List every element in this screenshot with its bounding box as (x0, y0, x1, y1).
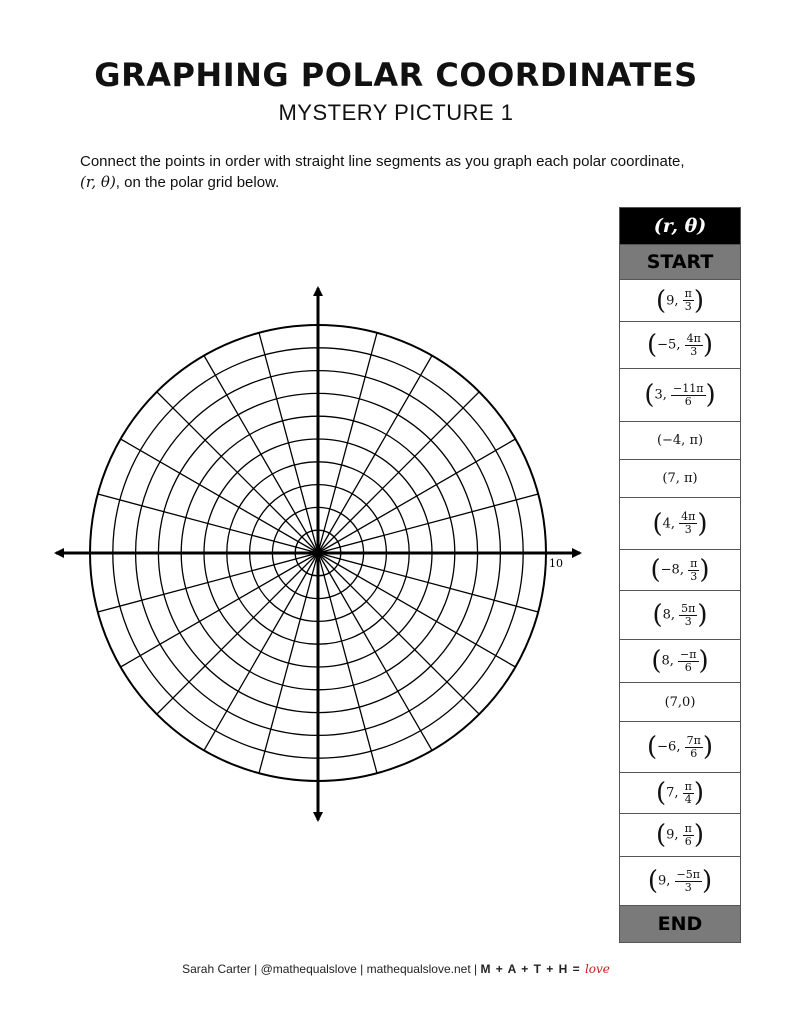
coordinate-r: 8, (662, 607, 680, 623)
coordinate-cell (620, 322, 741, 369)
theta-numerator: π (684, 287, 692, 300)
instructions-math: (r, θ) (80, 173, 116, 191)
page-subtitle: MYSTERY PICTURE 1 (278, 100, 514, 125)
theta-denominator: 4 (684, 792, 692, 806)
paren-left: ( (647, 732, 658, 762)
grid-spoke (318, 553, 538, 612)
theta-numerator: 7π (686, 733, 701, 747)
theta-denominator: 3 (684, 523, 692, 536)
coordinate-r: −5, (657, 337, 685, 353)
theta-numerator: 4π (681, 510, 696, 523)
grid-spoke (204, 553, 318, 750)
coordinate-theta (679, 603, 697, 628)
theta-numerator: −5π (676, 867, 700, 881)
theta-denominator: 3 (684, 300, 692, 313)
theta-denominator: 3 (684, 614, 692, 628)
theta-numerator: 4π (686, 331, 701, 345)
grid-spoke (318, 553, 515, 667)
coordinate-r: 9, (666, 293, 683, 308)
theta-numerator: π (690, 556, 698, 570)
grid-spoke (318, 333, 377, 553)
coordinate-cell (620, 857, 741, 906)
coordinate-cell (620, 498, 741, 550)
theta-numerator: −11π (673, 381, 704, 395)
paren-left: ( (655, 820, 667, 850)
theta-numerator: π (684, 821, 692, 835)
coordinate-cell (620, 591, 741, 640)
paren-left: ( (652, 600, 663, 630)
paren-right: ) (693, 778, 705, 808)
paren-right: ) (702, 866, 713, 896)
coordinate-cell: (−4, π) (620, 422, 741, 460)
theta-denominator: 3 (690, 344, 698, 358)
grid-spoke (121, 439, 318, 553)
coordinate-theta (685, 333, 703, 358)
table-header: (r, θ) (620, 208, 741, 245)
paren-right: ) (702, 330, 713, 360)
paren-left: ( (651, 646, 662, 676)
coordinate-cell (620, 280, 741, 322)
grid-spoke (318, 553, 377, 773)
paren-right: ) (693, 820, 705, 850)
coordinate-r: 9, (666, 827, 683, 843)
coordinate-table (619, 207, 741, 943)
paren-right: ) (697, 508, 708, 539)
paren-left: ( (647, 330, 658, 360)
grid-spoke (318, 494, 538, 553)
theta-denominator: 6 (684, 660, 692, 674)
grid-spoke (98, 553, 318, 612)
paren-right: ) (699, 555, 710, 585)
coordinate-cell (620, 369, 741, 422)
theta-numerator: π (684, 779, 692, 793)
coordinate-r: 7, (666, 785, 683, 801)
coordinate-theta (671, 383, 705, 408)
grid-spoke (121, 553, 318, 667)
end-label: END (620, 906, 741, 943)
paren-left: ( (652, 508, 663, 539)
theta-denominator: 6 (684, 394, 692, 408)
theta-numerator: −π (680, 647, 697, 661)
page-title: GRAPHING POLAR COORDINATES (94, 56, 698, 94)
theta-denominator: 6 (690, 746, 698, 760)
paren-right: ) (698, 646, 709, 676)
coordinate-cell (620, 550, 741, 591)
grid-spoke (98, 494, 318, 553)
instructions-text-1: Connect the points in order with straight line segments as you graph each polar coordinate, (80, 153, 685, 170)
coordinate-r: 9, (658, 873, 675, 889)
paren-left: ( (655, 778, 667, 808)
paren-right: ) (693, 285, 705, 316)
theta-denominator: 6 (684, 834, 692, 848)
paren-left: ( (655, 285, 667, 316)
paren-right: ) (705, 380, 716, 410)
grid-spoke (204, 356, 318, 553)
coordinate-cell (620, 814, 741, 857)
coordinate-r: −6, (657, 739, 685, 755)
paren-right: ) (702, 732, 713, 762)
paren-left: ( (647, 866, 658, 896)
coordinate-theta (675, 869, 702, 894)
paren-left: ( (644, 380, 655, 410)
paren-right: ) (697, 600, 708, 630)
coordinate-r: 4, (662, 516, 680, 531)
footer-love: love (584, 962, 610, 976)
coordinate-theta (688, 558, 699, 583)
coordinate-theta (678, 649, 698, 674)
grid-spoke (318, 553, 432, 750)
coordinate-cell (620, 722, 741, 773)
coordinate-theta (683, 288, 694, 313)
coordinate-theta (685, 735, 703, 760)
axis-label-10: 10 (549, 557, 563, 570)
coordinate-cell: (7,0) (620, 683, 741, 722)
theta-denominator: 3 (684, 880, 692, 894)
paren-left: ( (650, 555, 661, 585)
coordinate-r: −8, (660, 562, 689, 578)
coordinate-r: 8, (661, 653, 679, 669)
footer-credits: Sarah Carter | @mathequalslove | mathequalslove.net | (182, 962, 481, 976)
theta-denominator: 3 (690, 569, 698, 583)
grid-spoke (318, 356, 432, 553)
coordinate-cell: (7, π) (620, 460, 741, 498)
theta-numerator: 5π (681, 601, 696, 615)
footer (0, 962, 792, 976)
coordinate-theta (683, 781, 694, 806)
coordinate-theta (683, 823, 694, 848)
footer-brand: M + A + T + H = (480, 962, 585, 976)
coordinate-theta (679, 511, 697, 536)
start-label: START (620, 245, 741, 280)
grid-spoke (259, 333, 318, 553)
coordinate-cell (620, 640, 741, 683)
coordinate-cell (620, 773, 741, 814)
coordinate-r: 3, (654, 387, 672, 403)
grid-spoke (259, 553, 318, 773)
grid-spoke (318, 439, 515, 553)
instructions-text-2: , on the polar grid below. (115, 174, 280, 191)
